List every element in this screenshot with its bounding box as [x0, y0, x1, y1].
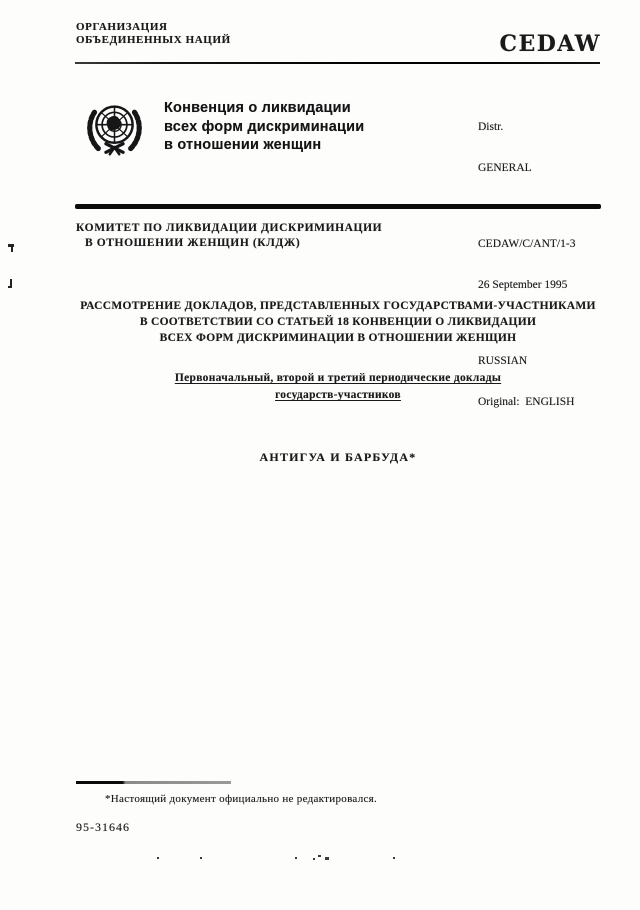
report-subtitle-line2: государств-участников	[275, 389, 401, 401]
convention-title-line2: всех форм дискриминации	[164, 118, 365, 135]
scan-artifact	[295, 857, 297, 859]
report-subtitle-line1: Первоначальный, второй и третий периодические доклады	[174, 372, 502, 384]
report-title	[75, 298, 601, 346]
committee-line2: В ОТНОШЕНИИ ЖЕНЩИН (КЛДЖ)	[85, 237, 301, 249]
report-title-line1: РАССМОТРЕНИЕ ДОКЛАДОВ, ПРЕДСТАВЛЕННЫХ ГОСУДАРСТВАМИ-УЧАСТНИКАМИ	[80, 300, 596, 312]
scan-artifact	[200, 857, 202, 859]
un-org-name	[76, 21, 231, 47]
org-name-line2: ОБЪЕДИНЕННЫХ НАЦИЙ	[76, 34, 231, 46]
document-symbol: CEDAW/C/ANT/1-3	[478, 238, 576, 250]
un-emblem-icon	[84, 97, 145, 160]
header-rule	[75, 62, 600, 64]
distr-value: GENERAL	[478, 161, 532, 174]
convention-title	[164, 99, 364, 155]
scan-artifact	[325, 857, 329, 860]
document-number: 95-31646	[76, 820, 130, 834]
document-language: RUSSIAN	[478, 355, 528, 367]
scan-artifact	[313, 858, 315, 860]
footnote-rule	[76, 781, 231, 784]
committee-heading	[76, 221, 382, 251]
document-acronym: CEDAW	[499, 31, 601, 57]
scan-artifact	[11, 245, 13, 252]
committee-line1: КОМИТЕТ ПО ЛИКВИДАЦИИ ДИСКРИМИНАЦИИ	[76, 222, 383, 234]
report-subtitle	[75, 370, 601, 404]
scan-artifact	[393, 857, 395, 859]
report-title-line3: ВСЕХ ФОРМ ДИСКРИМИНАЦИИ В ОТНОШЕНИИ ЖЕНЩИН	[159, 332, 517, 344]
footnote-text: *Настоящий документ официально не редактировался.	[105, 793, 378, 805]
scan-artifact	[8, 286, 11, 288]
scan-artifact	[157, 857, 159, 859]
masthead-rule	[75, 204, 601, 209]
country-heading: АНТИГУА И БАРБУДА*	[259, 450, 417, 464]
report-title-line2: В СООТВЕТСТВИИ СО СТАТЬЕЙ 18 КОНВЕНЦИИ О ЛИКВИДАЦИИ	[139, 316, 537, 328]
convention-title-line1: Конвенция о ликвидации	[164, 100, 351, 116]
document-date: 26 September 1995	[478, 278, 568, 291]
scan-artifact	[318, 855, 321, 857]
distr-label: Distr.	[478, 121, 504, 133]
convention-title-line3: в отношении женщин	[164, 137, 322, 153]
document-original-language: Original: ENGLISH	[478, 395, 575, 408]
footnote	[76, 793, 496, 805]
org-name-line1: ОРГАНИЗАЦИЯ	[76, 21, 168, 33]
